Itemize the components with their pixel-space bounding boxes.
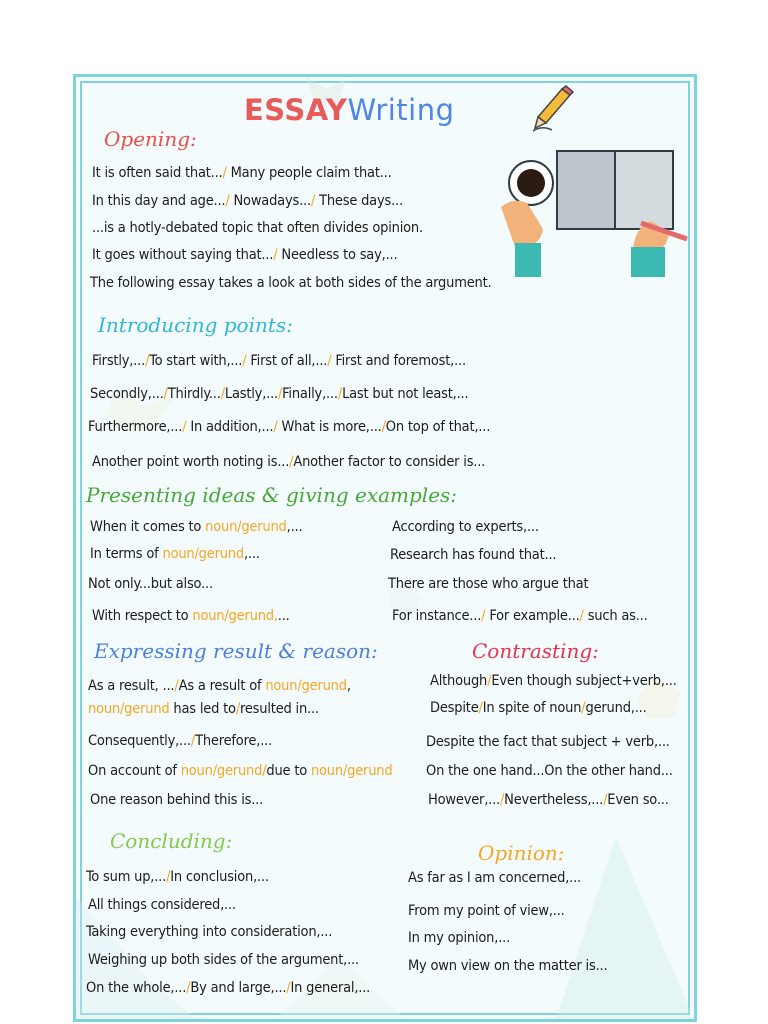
phrase-text: There are those who argue that [388,576,589,592]
phrase-text: Even so... [607,792,669,808]
phrase-text: First and foremost,... [331,353,466,369]
phrase-text: In my opinion,... [408,930,511,946]
heading-concluding: Concluding: [110,829,233,853]
phrase-text: Firstly,... [92,353,146,369]
phrase-text: From my point of view,... [408,903,565,919]
phrase-line [428,792,669,808]
phrase-text: Finally,... [282,386,338,402]
phrase-line [90,386,468,402]
phrase-text: First of all,... [246,353,328,369]
phrase-text: Last but not least,... [342,386,469,402]
phrase-text: Taking everything into consideration,... [86,924,333,940]
phrase-text: Needless to say,... [277,247,398,263]
phrase-line [390,547,556,563]
accent-text: / [327,353,332,369]
phrase-text: due to [266,763,311,779]
accent-text: / [220,386,225,402]
phrase-line [408,870,581,886]
phrase-text: Despite [430,700,479,716]
phrase-line [88,763,392,779]
essay-writing-poster [73,74,697,1022]
phrase-line [426,763,673,779]
phrase-text: With respect to [92,608,193,624]
phrase-line [92,454,485,470]
phrase-text: On the one hand...On the other hand... [426,763,673,779]
accent-text: / [273,419,278,435]
accent-text: / [174,678,179,694]
phrase-text: As far as I am concerned,... [408,870,581,886]
phrase-line [408,903,565,919]
phrase-line [88,952,359,968]
phrase-text: By and large,... [190,980,287,996]
phrase-text: It goes without saying that... [92,247,274,263]
phrase-line [86,869,269,885]
accent-text: / [286,980,291,996]
accent-text: noun/gerund [205,519,287,535]
phrase-line [90,519,302,535]
phrase-text: ... [277,608,290,624]
phrase-line [388,576,588,592]
heading-introducing-points: Introducing points: [98,313,293,337]
phrase-line [86,924,332,940]
accent-text: / [381,419,386,435]
phrase-line [92,608,290,624]
heading-expressing-result: Expressing result & reason: [94,639,378,663]
phrase-text: As a result of [178,678,266,694]
phrase-line [430,700,647,716]
phrase-line [88,419,490,435]
phrase-text: In addition,... [186,419,274,435]
accent-text: / [163,386,168,402]
phrase-line [392,608,648,624]
phrase-text: Another point worth noting is... [92,454,290,470]
phrase-text: In conclusion,... [170,869,269,885]
phrase-text: On top of that,... [385,419,491,435]
accent-text: noun/gerund [310,763,393,779]
accent-text: / [499,792,505,808]
title-word-essay: ESSAY [244,93,348,127]
accent-text: / [262,763,267,779]
phrase-text: On the whole,... [86,980,187,996]
phrase-text: Secondly,... [90,386,164,402]
phrase-text: My own view on the matter is... [408,958,608,974]
phrase-line [88,576,213,592]
phrase-line [88,701,319,717]
accent-text: / [166,869,171,885]
phrase-text: resulted in... [240,701,319,717]
accent-text: noun/gerund [88,701,170,717]
phrase-text: In this day and age... [92,193,226,209]
mountain-shape [556,837,694,1019]
phrase-text: When it comes to [90,519,206,535]
accent-text: / [310,193,316,209]
phrase-line [90,792,263,808]
phrase-text: Another factor to consider is... [293,454,486,470]
phrase-text: ...is a hotly-debated topic that often divides opinion. [92,220,423,236]
phrase-text: Nowadays... [229,193,311,209]
accent-text: / [579,608,584,624]
phrase-text: It is often said that... [92,165,223,181]
phrase-text: On account of [88,763,181,779]
accent-text: / [190,733,196,749]
phrase-line [408,930,510,946]
accent-text: / [235,701,241,717]
page-title [244,93,455,127]
phrase-text: To start with,... [149,353,243,369]
phrase-line [430,673,677,689]
accent-text: / [273,247,278,263]
accent-text: noun/gerund, [192,608,278,624]
phrase-line [90,275,491,291]
accent-text: noun/gerund [265,678,347,694]
phrase-line [92,193,403,209]
coffee-cup-icon [509,161,553,205]
phrase-text: One reason behind this is... [90,792,264,808]
phrase-text: Furthermore,... [88,419,183,435]
heading-opinion: Opinion: [478,841,565,865]
phrase-text: In general,... [290,980,371,996]
phrase-text: In spite of noun [482,700,582,716]
heading-presenting-ideas: Presenting ideas & giving examples: [86,483,458,507]
phrase-line [88,897,236,913]
heading-opening: Opening: [104,127,197,151]
phrase-text: To sum up,... [86,869,167,885]
accent-text: / [337,386,343,402]
phrase-text: Even though subject+verb,... [491,673,677,689]
accent-text: / [481,608,486,624]
phrase-line [408,958,607,974]
accent-text: / [225,193,230,209]
phrase-text: According to experts,... [392,519,539,535]
phrase-text: These days... [315,193,403,209]
title-word-writing: Writing [347,93,455,127]
open-book-icon [557,151,673,229]
phrase-text: Consequently,... [88,733,191,749]
phrase-line [92,220,423,236]
accent-text: / [186,980,191,996]
phrase-text: Thirdly... [167,386,221,402]
phrase-line [90,546,260,562]
phrase-text: As a result, ... [88,678,175,694]
accent-text: / [182,419,187,435]
phrase-text: In terms of [90,546,163,562]
phrase-text: Therefore,... [195,733,273,749]
pencil-icon [532,85,576,133]
phrase-text: The following essay takes a look at both sides of the argument. [90,275,492,291]
phrase-text: Lastly,... [224,386,278,402]
phrase-text: However,... [428,792,500,808]
phrase-text: gerund,... [585,700,647,716]
phrase-text: has led to [169,701,236,717]
phrase-text: Despite the fact that subject + verb,... [426,734,670,750]
phrase-text: Nevertheless,... [504,792,604,808]
phrase-line [92,165,392,181]
phrase-text: Although [430,673,488,689]
heading-contrasting: Contrasting: [472,639,599,663]
phrase-line [92,353,466,369]
accent-text: noun/gerund [162,546,244,562]
phrase-text: Many people claim that... [226,165,392,181]
phrase-text: , [346,678,351,694]
phrase-text: What is more,... [277,419,382,435]
accent-text: / [289,454,294,470]
accent-text: / [478,700,483,716]
phrase-text: All things considered,... [88,897,236,913]
accent-text: / [242,353,247,369]
phrase-line [392,519,539,535]
accent-text: / [581,700,586,716]
phrase-line [88,678,351,694]
accent-text: / [603,792,608,808]
phrase-text: For example... [485,608,580,624]
phrase-text: ,... [286,519,303,535]
reading-illustration [501,143,691,277]
accent-text: / [222,165,227,181]
phrase-line [92,247,397,263]
phrase-line [86,980,370,996]
phrase-text: Not only...but also... [88,576,213,592]
phrase-text: such as... [583,608,648,624]
phrase-text: For instance... [392,608,482,624]
accent-text: / [487,673,492,689]
accent-text: noun/gerund [180,763,263,779]
accent-text: / [277,386,283,402]
phrase-text: ,... [243,546,260,562]
accent-text: / [145,353,150,369]
phrase-line [88,733,272,749]
phrase-text: Research has found that... [390,547,557,563]
phrase-line [426,734,670,750]
phrase-text: Weighing up both sides of the argument,... [88,952,359,968]
